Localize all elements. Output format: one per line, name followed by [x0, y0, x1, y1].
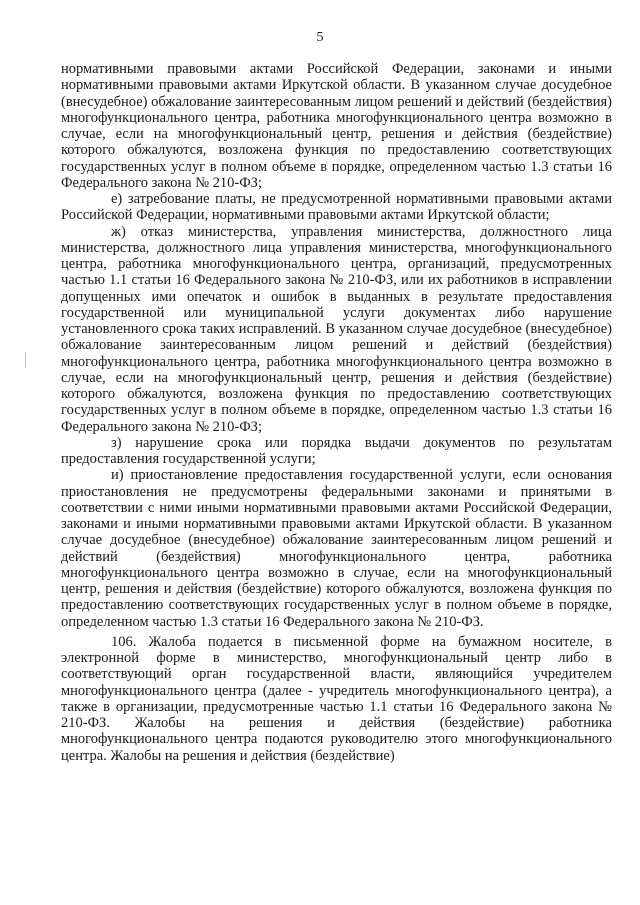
paragraph-item-e: е) затребование платы, не предусмотренной нормативными правовыми актами Российской Федерации, нормативными правовыми актами Иркутской области; [61, 191, 612, 224]
page-number: 5 [316, 30, 324, 45]
paragraph-item-z: з) нарушение срока или порядка выдачи документов по результатам предоставления государственной услуги; [61, 434, 612, 467]
paragraph-continuation: нормативными правовыми актами Российской Федерации, законами и иными нормативными правовыми актами Иркутской области. В указанном случае досудебное (внесудебное) обжалование заинтересованным лицом решений и действий (бездействия) многофункционального центра, работника многофункционального центра возможно в случае, если на многофункциональный центр, решения и действия (бездействие) которого обжалуются, возложена функция по предоставлению соответствующих государственных услуг в полном объеме в порядке, определенном частью 1.3 статьи 16 Федерального закона № 210-ФЗ; [61, 61, 612, 191]
document-body [61, 61, 612, 764]
margin-mark [25, 352, 26, 368]
paragraph-item-i: и) приостановление предоставления государственной услуги, если основания приостановления не предусмотрены федеральными законами и принятыми в соответствии с ними иными нормативными правовыми актами Российской Федерации, законами и иными нормативными правовыми актами Иркутской области. В указанном случае досудебное (внесудебное) обжалование заинтересованным лицом решений и действий (бездействия) многофункционального центра, работника многофункционального центра возможно в случае, если на многофункциональный центр, решения и действия (бездействие) которого обжалуются, возложена функция по предоставлению соответствующих государственных услуг в полном объеме в порядке, определенном частью 1.3 статьи 16 Федерального закона № 210-ФЗ. [61, 467, 612, 630]
paragraph-item-zh: ж) отказ министерства, управления министерства, должностного лица министерства, должностного лица управления министерства, многофункционального центра, работника многофункционального центра, организаций, предусмотренных частью 1.1 статьи 16 Федерального закона № 210-ФЗ, или их работников в исправлении допущенных ими опечаток и ошибок в выданных в результате предоставления государственной или муниципальной услуги документах либо нарушение установленного срока таких исправлений. В указанном случае досудебное (внесудебное) обжалование заинтересованным лицом решений и действий (бездействия) многофункционального центра, работника многофункционального центра возможно в случае, если на многофункциональный центр, решения и действия (бездействие) которого обжалуются, возложена функция по предоставлению соответствующих государственных услуг в полном объеме в порядке, определенном частью 1.3 статьи 16 Федерального закона № 210-ФЗ; [61, 223, 612, 435]
paragraph-item-106: 106. Жалоба подается в письменной форме на бумажном носителе, в электронной форме в министерство, многофункциональный центр либо в соответствующий орган государственной власти, являющийся учредителем многофункционального центра (далее - учредитель многофункционального центра), а также в организации, предусмотренные частью 1.1 статьи 16 Федерального закона № 210-ФЗ. Жалобы на решения и действия (бездействие) работника многофункционального центра подаются руководителю этого многофункционального центра. Жалобы на решения и действия (бездействие) [61, 633, 612, 764]
